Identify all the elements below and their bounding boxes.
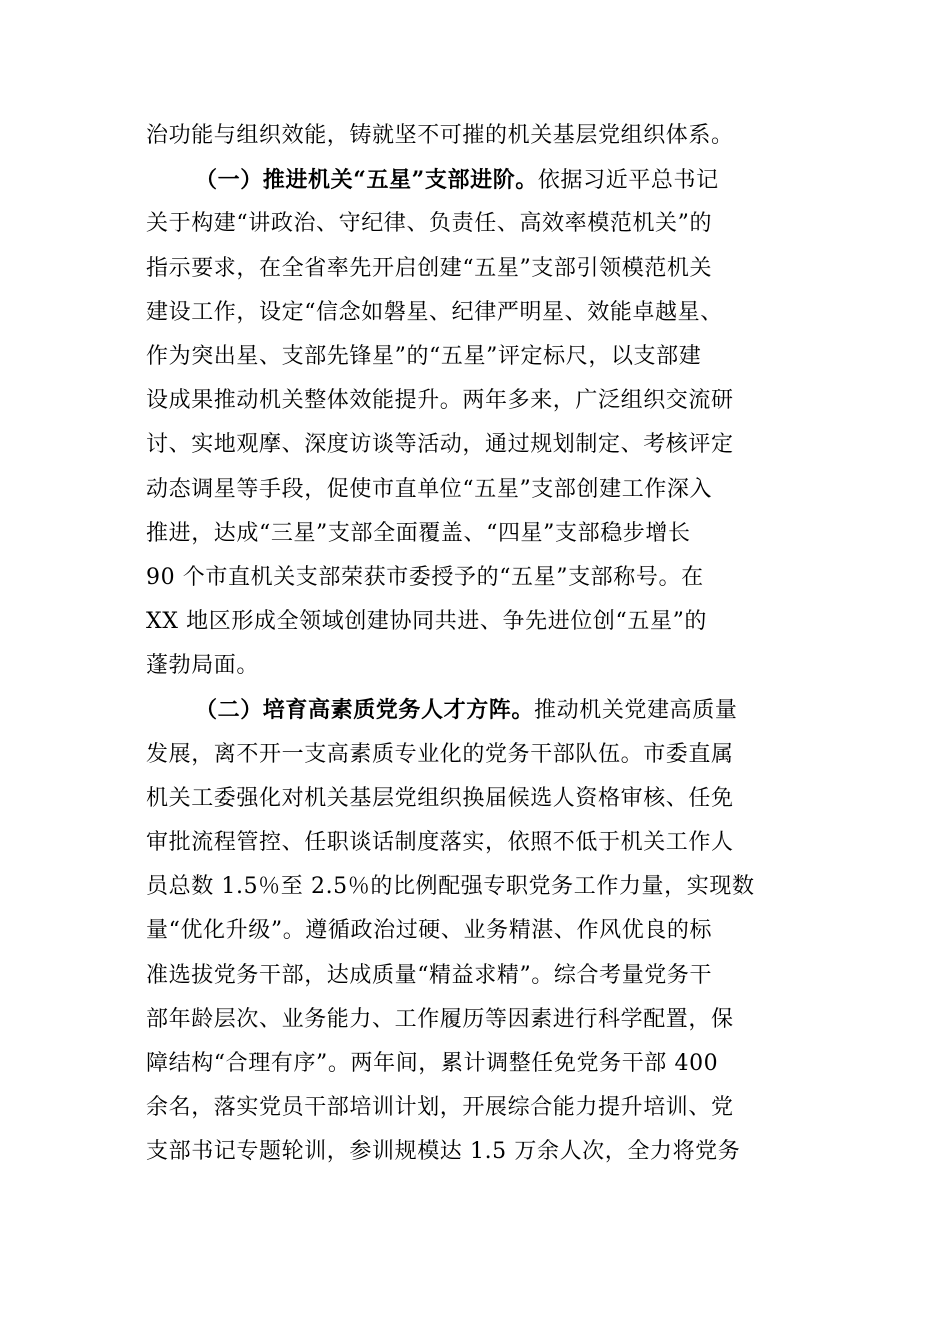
text-line: XX 地区形成全领域创建协同共进、争先进位创“五星”的 xyxy=(146,609,708,635)
paragraph-first-line xyxy=(146,688,811,732)
text-line: 关于构建“讲政治、守纪律、负责任、高效率模范机关”的 xyxy=(146,211,713,237)
text-segment: 推动机关党建高质量 xyxy=(534,698,738,724)
text-line: 设成果推动机关整体效能提升。两年多来，广泛组织交流研 xyxy=(146,388,734,414)
text-line: 审批流程管控、任职谈话制度落实，依照不低于机关工作人 xyxy=(146,830,734,855)
text-line: 发展，离不开一支高素质专业化的党务干部队伍。市委直属 xyxy=(146,741,734,767)
text-line: 障结构“合理有序”。两年间，累计调整任免党务干部 400 xyxy=(146,1050,719,1076)
text-line: 推进，达成“三星”支部全面覆盖、“四星”支部稳步增长 xyxy=(146,520,691,546)
text-line: 90 个市直机关支部荣获市委授予的“五星”支部称号。在 xyxy=(146,564,704,590)
text-line: 治功能与组织效能，铸就坚不可摧的机关基层党组织体系。 xyxy=(146,123,734,148)
text-line: 支部书记专题轮训，参训规模达 1.5 万余人次，全力将党务 xyxy=(146,1139,741,1165)
section-heading-two: （二）培育高素质党务人才方阵。 xyxy=(195,697,535,724)
body-text xyxy=(146,114,811,1175)
paragraph-first-line xyxy=(146,158,811,202)
text-line: 作为突出星、支部先锋星”的“五星”评定标尺，以支部建 xyxy=(146,343,702,369)
paragraph-0 xyxy=(146,114,811,158)
text-line: 余名，落实党员干部培训计划，开展综合能力提升培训、党 xyxy=(146,1095,734,1121)
text-line: 建设工作，设定“信念如磐星、纪律严明星、效能卓越星、 xyxy=(146,299,723,325)
text-line: 蓬勃局面。 xyxy=(146,653,260,679)
text-line: 讨、实地观摩、深度访谈等活动，通过规划制定、考核评定 xyxy=(146,432,734,458)
text-line: 指示要求，在全省率先开启创建“五星”支部引领模范机关 xyxy=(146,255,713,281)
text-line: 机关工委强化对机关基层党组织换届候选人资格审核、任免 xyxy=(146,785,734,811)
paragraph-section-one xyxy=(146,158,811,688)
paragraph-section-two xyxy=(146,688,811,1174)
text-line: 动态调星等手段，促使市直单位“五星”支部创建工作深入 xyxy=(146,476,713,502)
text-line: 部年龄层次、业务能力、工作履历等因素进行科学配置，保 xyxy=(146,1006,734,1032)
text-segment: 依据习近平总书记 xyxy=(537,168,719,194)
text-line: 员总数 1.5％至 2.5％的比例配强专职党务工作力量，实现数 xyxy=(146,874,755,900)
section-heading-one: （一）推进机关“五星”支部进阶。 xyxy=(195,167,538,194)
text-line: 量“优化升级”。遵循政治过硬、业务精湛、作风优良的标 xyxy=(146,918,713,944)
text-line: 准选拔党务干部，达成质量“精益求精”。综合考量党务干 xyxy=(146,962,713,988)
